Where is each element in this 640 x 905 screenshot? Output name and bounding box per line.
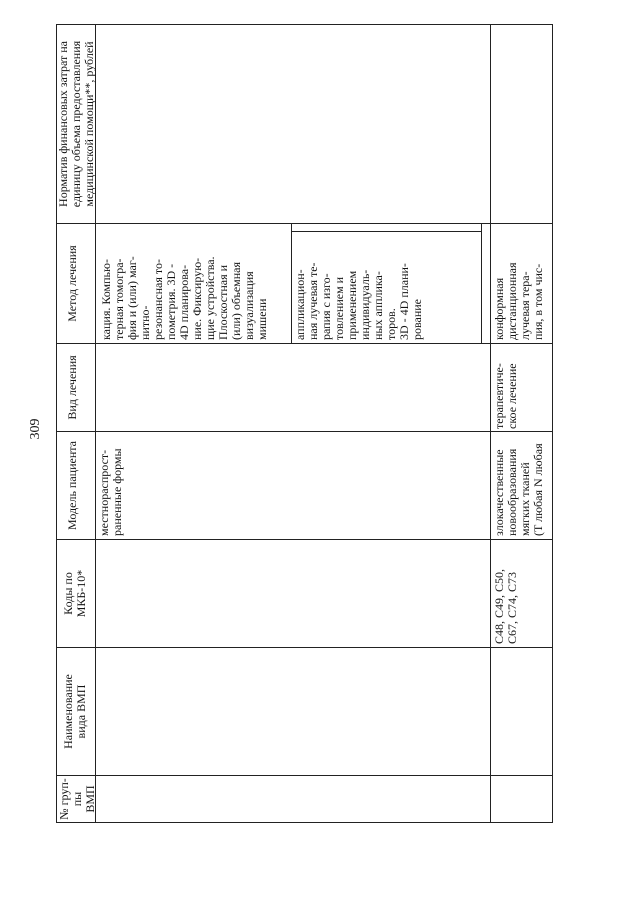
row1-patient-model: местнораспрост- раненные формы xyxy=(97,448,124,536)
row2-patient-model: злокачественные новообразования мягких тканей (T любая N любая xyxy=(492,443,545,536)
row-divider xyxy=(490,24,491,823)
col-divider xyxy=(56,647,553,648)
row1-method-part1: кация. Компью- терная томогра- фия и (или) маг- нитно- резонансная то- пометрия. 3D - 4D планирова- ние. Фиксирую- щие устройства. Плоскостная и (или) объемная визуализация мишени xyxy=(99,256,269,340)
table-border-right xyxy=(56,24,553,25)
method-subcell-divider xyxy=(291,224,292,344)
header-group-no: № груп- пы ВМП xyxy=(57,778,97,820)
row1-method-part2: аппликацион- ная лучевая те- рапия с изго- товлением и применением индивидуаль- ных апплика- торов. 3D - 4D плани- рование xyxy=(293,262,424,340)
row2-treatment-type: терапевтиче- ское лечение xyxy=(492,363,519,429)
row2-treatment-method: конформная дистанционная лучевая тера- пия, в том чис- xyxy=(492,262,545,340)
header-treatment-type: Вид лечения xyxy=(65,355,79,420)
header-cost-norm: Норматив финансовых затрат на единицу объема предоставления медицинской помощи**, рублей xyxy=(56,40,96,208)
table-border-left xyxy=(56,822,553,823)
row2-icd-codes: C48, C49, C50, C67, C74, C73 xyxy=(492,568,519,644)
col-divider xyxy=(56,343,553,344)
header-icd-codes: Коды по МКБ-10* xyxy=(61,569,88,618)
page-number: 309 xyxy=(28,418,43,440)
col-divider xyxy=(56,775,553,776)
header-treatment-method: Метод лечения xyxy=(65,245,79,322)
table-border-bottom xyxy=(552,24,553,823)
col-divider xyxy=(56,539,553,540)
header-patient-model: Модель пациента xyxy=(65,441,79,530)
col-divider xyxy=(56,223,553,224)
document-table xyxy=(56,24,553,823)
method-subcell-divider xyxy=(481,224,482,344)
col-divider xyxy=(56,431,553,432)
header-vmp-name: Наименование вида ВМП xyxy=(61,674,88,749)
